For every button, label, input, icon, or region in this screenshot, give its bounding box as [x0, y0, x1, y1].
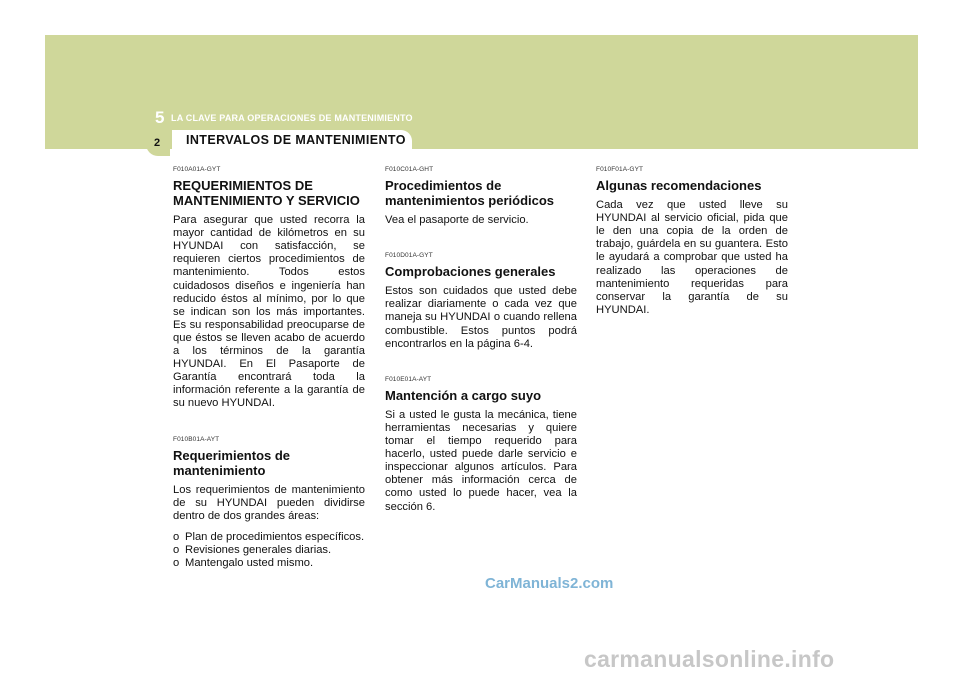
- page-number: 2: [154, 137, 161, 149]
- column-1: [173, 163, 365, 570]
- page-title: INTERVALOS DE MANTENIMIENTO: [186, 133, 406, 147]
- section-body: Estos son cuidados que usted debe realizar diariamente o cada vez que maneja su HYUNDAI o cuando rellena combustible. Estos puntos podrá encontrarlos en la página 6-4.: [385, 285, 577, 350]
- section-code: F010A01A-GYT: [173, 166, 221, 173]
- section-heading: REQUERIMIENTOS DE MANTENIMIENTO Y SERVICIO: [173, 178, 360, 209]
- watermark-link-carmanuals2[interactable]: CarManuals2.com: [485, 575, 614, 592]
- section-code: F010D01A-GYT: [385, 252, 433, 260]
- section-number: 5: [155, 108, 165, 127]
- section-heading: Algunas recomendaciones: [596, 178, 762, 194]
- list-item: o Revisiones generales diarias.: [173, 544, 365, 557]
- section-code: F010E01A-AYT: [385, 375, 432, 383]
- watermark-carmanualsonline: carmanualsonline.info: [584, 646, 835, 672]
- column-3: [596, 163, 788, 317]
- section-heading: Requerimientos de mantenimiento: [173, 447, 291, 478]
- column-2: [385, 163, 577, 514]
- list-item: o Plan de procedimientos específicos.: [173, 531, 365, 544]
- section-body: Vea el pasaporte de servicio.: [385, 214, 529, 227]
- section-body: Cada vez que usted lleve su HYUNDAI al servicio oficial, pida que le den una copia de la orden de trabajo, guárdela en su guantera. Esto le ayudará a comprobar que usted ha realizado las operaciones de mantenimiento requeridas para conservar la garantía de su HYUNDAI.: [596, 199, 788, 316]
- section-body: Si a usted le gusta la mecánica, tiene herramientas necesarias y quiere tomar el tiempo requerido para hacerlo, usted puede darle servicio e inspeccionar algunos artículos. Para obtener más información cerca de como usted lo puede hacer, vea la sección 6.: [385, 408, 577, 513]
- section-heading: Mantención a cargo suyo: [385, 387, 542, 403]
- section-title: LA CLAVE PARA OPERACIONES DE MANTENIMIENTO: [171, 113, 413, 123]
- section-body: Los requerimientos de mantenimiento de su HYUNDAI pueden dividirse dentro de dos grandes áreas:: [173, 483, 365, 522]
- section-heading: Comprobaciones generales: [385, 264, 556, 280]
- section-code: F010C01A-GHT: [385, 166, 434, 173]
- section-code: F010B01A-AYT: [173, 435, 220, 443]
- list-item: o Mantengalo usted mismo.: [173, 557, 365, 570]
- section-code: F010F01A-GYT: [596, 166, 644, 173]
- section-body: Para asegurar que usted recorra la mayor cantidad de kilómetros en su HYUNDAI con satisfacción, se requieren ciertos procedimientos de mantenimiento. Todos estos cuidadosos diseños e ingeniería han reducido éstos al mínimo, por lo que se indican son los más importantes. Es su responsabilidad preocuparse de que éstos se lleven acabo de acuerdo a los términos de la garantía HYUNDAI. En El Pasaporte de Garantía encontrará toda la información referente a la garantía de su nuevo HYUNDAI.: [173, 214, 365, 410]
- bullet-list: [173, 531, 365, 570]
- section-heading: Procedimientos de mantenimientos periódicos: [385, 178, 555, 209]
